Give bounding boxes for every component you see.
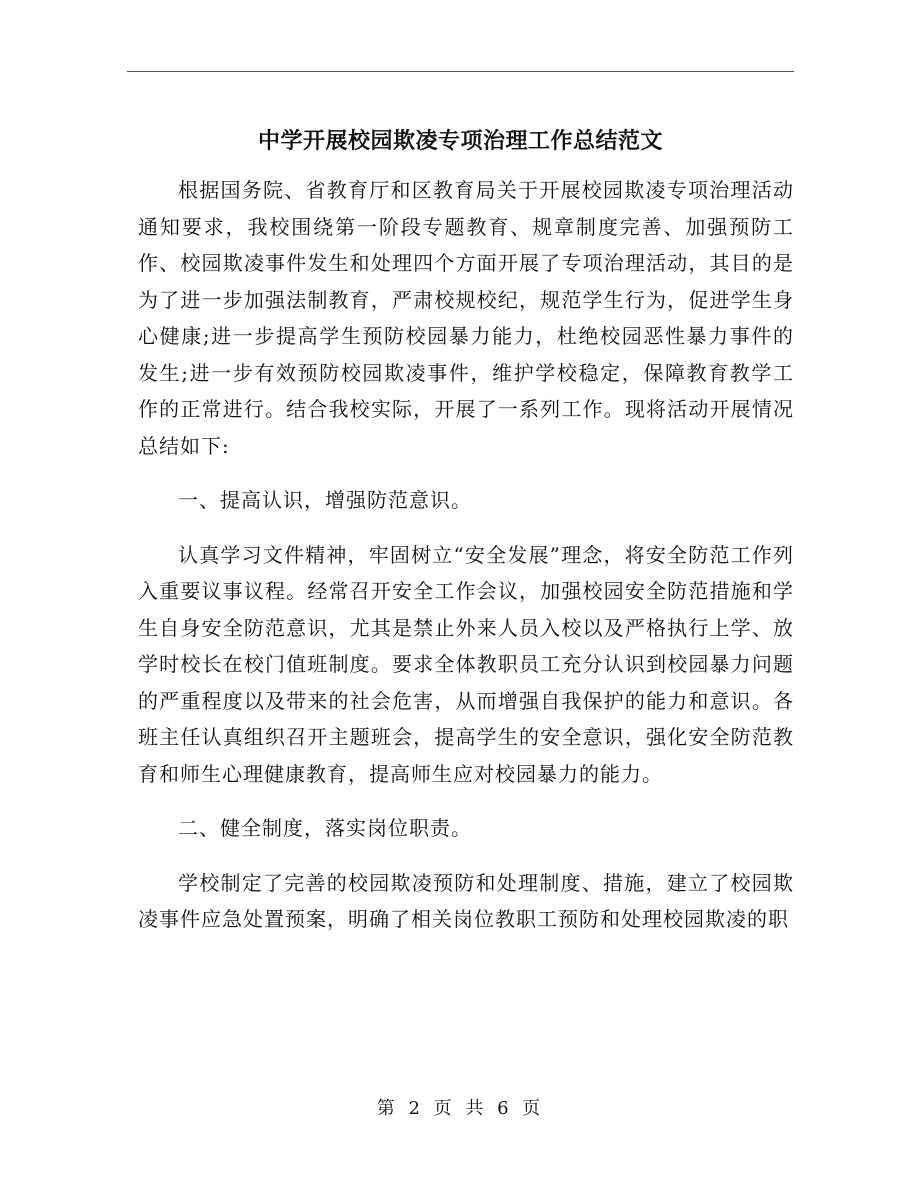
paragraph-intro: 根据国务院、省教育厅和区教育局关于开展校园欺凌专项治理活动通知要求，我校围绕第一阶段专题教育、规章制度完善、加强预防工作、校园欺凌事件发生和处理四个方面开展了专项治理活动，其目的是为了进一步加强法制教育，严肃校规校纪，规范学生行为，促进学生身心健康;进一步提高学生预防校园暴力能力，杜绝校园恶性暴力事件的发生;进一步有效预防校园欺凌事件，维护学校稳定，保障教育教学工作的正常进行。结合我校实际，开展了一系列工作。现将活动开展情况总结如下: xyxy=(138,178,794,458)
document-body xyxy=(138,172,794,938)
header-rule xyxy=(127,71,794,72)
section-heading-1: 一、提高认识，增强防范意识。 xyxy=(178,488,472,512)
paragraph-section-2: 学校制定了完善的校园欺凌预防和处理制度、措施，建立了校园欺凌事件应急处置预案，明确了相关岗位教职工预防和处理校园欺凌的职 xyxy=(138,870,794,931)
section-heading-2: 二、健全制度，落实岗位职责。 xyxy=(178,816,472,840)
document-title: 中学开展校园欺凌专项治理工作总结范文 xyxy=(257,127,663,154)
page-number: 第 2 页 共 6 页 xyxy=(376,1098,545,1119)
paragraph-section-1: 认真学习文件精神，牢固树立“安全发展”理念，将安全防范工作列入重要议事议程。经常召开安全工作会议，加强校园安全防范措施和学生自身安全防范意识，尤其是禁止外来人员入校以及严格执行上学、放学时校长在校门值班制度。要求全体教职员工充分认识到校园暴力问题的严重程度以及带来的社会危害，从而增强自我保护的能力和意识。各班主任认真组织召开主题班会，提高学生的安全意识，强化安全防范教育和师生心理健康教育，提高师生应对校园暴力的能力。 xyxy=(138,542,794,786)
